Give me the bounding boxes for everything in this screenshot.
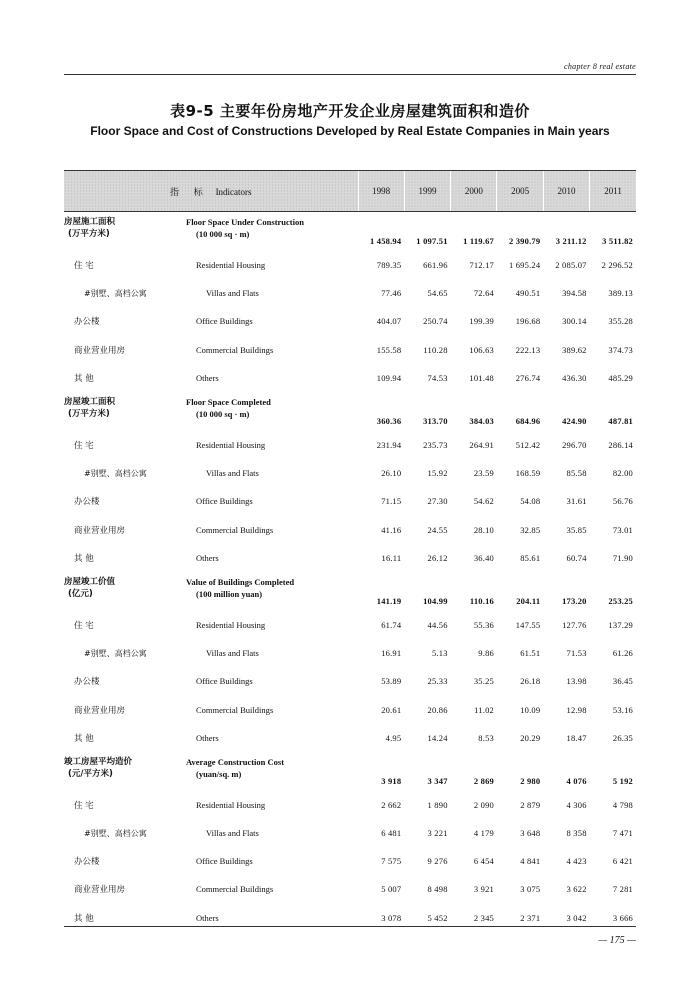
row-label-en: Residential Housing xyxy=(196,440,266,451)
data-cell: 2 662 xyxy=(381,799,402,810)
data-cell: 3 078 xyxy=(381,912,402,923)
data-cell: 127.76 xyxy=(562,619,587,630)
data-cell: 355.28 xyxy=(608,316,633,327)
table-header-row xyxy=(64,171,636,212)
data-cell: 1 695.24 xyxy=(508,260,541,271)
group-title-en: Value of Buildings Completed xyxy=(186,576,295,587)
data-cell: 3 075 xyxy=(520,884,541,895)
table-row xyxy=(64,847,636,875)
data-cell: 9 276 xyxy=(427,856,448,867)
data-cell: 61.51 xyxy=(520,648,541,659)
group-unit-zh: (亿元) xyxy=(68,588,93,599)
data-cell: 61.74 xyxy=(381,619,402,630)
data-cell: 436.30 xyxy=(562,372,587,383)
table-group-row xyxy=(64,572,636,611)
data-cell: 56.76 xyxy=(612,496,633,507)
row-label-en: Commercial Buildings xyxy=(196,704,274,715)
indicator-header-en: Indicators xyxy=(215,186,252,197)
group-label-en xyxy=(186,392,358,431)
table-row xyxy=(64,544,636,572)
group-total-cell: 360.36 xyxy=(376,415,402,426)
data-cell: 23.59 xyxy=(473,468,494,479)
row-label-zh: 住 宅 xyxy=(74,800,94,811)
group-title-zh: 房屋施工面积 xyxy=(64,217,116,227)
row-label-zh: 商业营业用房 xyxy=(74,525,126,536)
group-total-cell: 110.16 xyxy=(469,595,494,606)
table-row xyxy=(64,336,636,364)
data-cell: 71.90 xyxy=(612,552,633,563)
year-header: 2011 xyxy=(590,171,636,212)
data-cell: 137.29 xyxy=(608,619,633,630)
group-unit-en: (yuan/sq. m) xyxy=(196,768,242,779)
group-total-cell: 3 211.12 xyxy=(555,236,587,246)
data-cell: 4 179 xyxy=(473,828,494,839)
group-total-cell: 4 076 xyxy=(566,775,587,786)
data-cell: 9.86 xyxy=(478,648,494,659)
group-label-zh xyxy=(64,212,186,252)
data-cell: 5 452 xyxy=(427,912,448,923)
data-cell: 264.91 xyxy=(469,440,494,451)
group-label-en xyxy=(186,212,358,252)
data-cell: 82.00 xyxy=(612,468,633,479)
group-total-cell: 253.25 xyxy=(608,595,633,606)
data-cell: 74.53 xyxy=(427,372,448,383)
year-header: 1998 xyxy=(358,171,404,212)
data-cell: 5 007 xyxy=(381,884,402,895)
data-cell: 85.61 xyxy=(520,552,541,563)
data-cell: 35.25 xyxy=(473,676,494,687)
group-total-cell: 1 119.67 xyxy=(463,236,494,246)
group-total-cell: 104.99 xyxy=(423,595,448,606)
data-cell: 3 221 xyxy=(427,828,448,839)
group-total-cell: 3 511.82 xyxy=(602,236,633,246)
row-label-en: Villas and Flats xyxy=(206,648,259,659)
indicator-header-zh: 指 标 xyxy=(169,187,209,198)
group-title-en: Average Construction Cost xyxy=(186,756,285,767)
data-cell: 71.15 xyxy=(381,496,402,507)
table-group-row xyxy=(64,212,636,252)
data-cell: 8.53 xyxy=(478,732,494,743)
chapter-header: chapter 8 real estate xyxy=(564,62,636,71)
data-cell: 109.94 xyxy=(376,372,402,383)
data-cell: 2 879 xyxy=(520,799,541,810)
row-label-zh: 商业营业用房 xyxy=(74,885,126,896)
data-cell: 3 042 xyxy=(566,912,587,923)
row-label-en: Residential Housing xyxy=(196,260,266,271)
data-cell: 110.28 xyxy=(423,344,448,355)
page-number: — 175 — xyxy=(598,935,636,946)
data-cell: 106.63 xyxy=(469,344,494,355)
table-group-row xyxy=(64,392,636,431)
row-label-zh: 住 宅 xyxy=(74,261,94,272)
data-cell: 73.01 xyxy=(612,524,633,535)
data-cell: 6 481 xyxy=(381,828,402,839)
table-row xyxy=(64,251,636,279)
data-cell: 31.61 xyxy=(566,496,587,507)
data-cell: 147.55 xyxy=(515,619,541,630)
group-total-cell: 1 097.51 xyxy=(416,236,448,246)
row-label-en: Others xyxy=(196,552,219,563)
data-cell: 3 622 xyxy=(566,884,587,895)
group-total-cell: 173.20 xyxy=(562,595,587,606)
header-rule xyxy=(64,74,636,75)
data-cell: 222.13 xyxy=(515,344,541,355)
data-cell: 18.47 xyxy=(566,732,587,743)
data-cell: 490.51 xyxy=(515,288,541,299)
data-cell: 199.39 xyxy=(469,316,494,327)
row-label-en: Others xyxy=(196,732,219,743)
table-row xyxy=(64,791,636,819)
table-row xyxy=(64,431,636,459)
year-header: 2010 xyxy=(543,171,589,212)
data-cell: 389.62 xyxy=(562,344,587,355)
table-row xyxy=(64,611,636,639)
data-cell: 6 454 xyxy=(473,856,494,867)
row-label-zh: #别墅、高档公寓 xyxy=(84,648,147,658)
table-row xyxy=(64,459,636,487)
row-label-en: Others xyxy=(196,912,219,923)
table-row xyxy=(64,516,636,544)
data-cell: 2 371 xyxy=(520,912,541,923)
data-cell: 15.92 xyxy=(427,468,448,479)
data-cell: 44.56 xyxy=(427,619,448,630)
group-total-cell: 2 869 xyxy=(473,775,494,786)
group-total-cell: 3 918 xyxy=(381,775,402,786)
data-cell: 3 666 xyxy=(612,912,633,923)
table-row xyxy=(64,307,636,335)
data-cell: 77.46 xyxy=(381,288,402,299)
data-cell: 60.74 xyxy=(566,552,587,563)
group-unit-zh: (万平方米) xyxy=(68,229,110,239)
data-cell: 4.95 xyxy=(385,732,402,743)
group-title-zh: 房屋竣工价值 xyxy=(64,576,116,587)
table-group-row xyxy=(64,752,636,791)
group-title-en: Floor Space Under Construction xyxy=(186,217,304,227)
footer-rule xyxy=(64,926,636,927)
row-label-en: Others xyxy=(196,372,219,383)
data-cell: 394.58 xyxy=(562,288,587,299)
data-cell: 41.16 xyxy=(381,524,402,535)
group-total-cell: 313.70 xyxy=(423,415,448,426)
table-row xyxy=(64,279,636,307)
row-label-zh: #别墅、高档公寓 xyxy=(84,288,147,298)
data-cell: 26.10 xyxy=(381,468,402,479)
data-cell: 35.85 xyxy=(566,524,587,535)
data-table-container xyxy=(64,170,636,932)
group-label-zh xyxy=(64,752,186,791)
data-cell: 3 921 xyxy=(473,884,494,895)
data-cell: 36.40 xyxy=(473,552,494,563)
data-cell: 12.98 xyxy=(566,704,587,715)
row-label-zh: 商业营业用房 xyxy=(74,345,126,356)
data-cell: 53.16 xyxy=(612,704,633,715)
data-cell: 389.13 xyxy=(608,288,633,299)
data-cell: 4 306 xyxy=(566,799,587,810)
data-cell: 485.29 xyxy=(608,372,633,383)
data-cell: 20.29 xyxy=(520,732,541,743)
group-title-zh: 房屋竣工面积 xyxy=(64,396,116,407)
table-title-english: Floor Space and Cost of Constructions Developed by Real Estate Companies in Main years xyxy=(90,124,610,138)
row-label-zh: 住 宅 xyxy=(74,441,94,452)
data-cell: 16.11 xyxy=(381,552,402,563)
group-total-cell: 2 390.79 xyxy=(508,236,541,246)
group-total-cell: 5 192 xyxy=(612,775,633,786)
data-cell: 54.62 xyxy=(473,496,494,507)
data-cell: 789.35 xyxy=(376,260,402,271)
row-label-zh: 住 宅 xyxy=(74,620,94,631)
data-cell: 26.12 xyxy=(427,552,448,563)
group-label-en xyxy=(186,572,358,611)
row-label-zh: 其 他 xyxy=(74,733,94,744)
group-unit-zh: (元/平方米) xyxy=(68,768,113,779)
data-cell: 26.18 xyxy=(520,676,541,687)
data-cell: 155.58 xyxy=(376,344,402,355)
data-cell: 28.10 xyxy=(473,524,494,535)
data-cell: 8 498 xyxy=(427,884,448,895)
data-cell: 25.33 xyxy=(427,676,448,687)
data-cell: 55.36 xyxy=(473,619,494,630)
table-row xyxy=(64,667,636,695)
row-label-en: Residential Housing xyxy=(196,799,266,810)
table-body xyxy=(64,212,636,932)
data-cell: 13.98 xyxy=(566,676,587,687)
data-cell: 32.85 xyxy=(520,524,541,535)
data-cell: 71.53 xyxy=(566,648,587,659)
data-cell: 85.58 xyxy=(566,468,587,479)
data-cell: 10.09 xyxy=(520,704,541,715)
group-total-cell: 1 458.94 xyxy=(369,236,402,246)
data-cell: 512.42 xyxy=(515,440,541,451)
row-label-en: Villas and Flats xyxy=(206,468,259,479)
data-cell: 24.55 xyxy=(427,524,448,535)
group-total-cell: 424.90 xyxy=(562,415,587,426)
data-cell: 27.30 xyxy=(427,496,448,507)
data-cell: 7 471 xyxy=(612,828,633,839)
data-cell: 1 890 xyxy=(427,799,448,810)
group-total-cell: 141.19 xyxy=(376,595,402,606)
row-label-zh: 其 他 xyxy=(74,553,94,564)
group-total-cell: 684.96 xyxy=(515,415,541,426)
table-row xyxy=(64,639,636,667)
table-row xyxy=(64,724,636,752)
table-title-chinese: 表9-5 主要年份房地产开发企业房屋建筑面积和造价 xyxy=(170,102,530,120)
row-label-en: Residential Housing xyxy=(196,619,266,630)
data-cell: 168.59 xyxy=(515,468,541,479)
data-cell: 3 648 xyxy=(520,828,541,839)
group-unit-en: (100 million yuan) xyxy=(196,588,263,599)
row-label-en: Commercial Buildings xyxy=(196,524,274,535)
row-label-en: Office Buildings xyxy=(196,856,253,867)
row-label-en: Office Buildings xyxy=(196,316,253,327)
data-cell: 300.14 xyxy=(562,316,587,327)
data-cell: 7 281 xyxy=(612,884,633,895)
group-label-en xyxy=(186,752,358,791)
table-row xyxy=(64,695,636,723)
data-cell: 36.45 xyxy=(612,676,633,687)
group-unit-en: (10 000 sq · m) xyxy=(196,229,250,239)
year-header: 1999 xyxy=(404,171,450,212)
data-cell: 2 345 xyxy=(473,912,494,923)
data-cell: 8 358 xyxy=(566,828,587,839)
group-title-en: Floor Space Completed xyxy=(186,396,271,407)
year-header: 2005 xyxy=(497,171,543,212)
data-cell: 276.74 xyxy=(515,372,541,383)
data-cell: 5.13 xyxy=(431,648,448,659)
data-cell: 296.70 xyxy=(562,440,587,451)
data-cell: 54.65 xyxy=(427,288,448,299)
group-total-cell: 384.03 xyxy=(469,415,494,426)
group-total-cell: 487.81 xyxy=(608,415,633,426)
row-label-en: Office Buildings xyxy=(196,496,253,507)
row-label-en: Villas and Flats xyxy=(206,828,259,839)
indicator-header xyxy=(64,171,358,212)
group-label-zh xyxy=(64,392,186,431)
row-label-zh: 其 他 xyxy=(74,913,94,924)
row-label-en: Office Buildings xyxy=(196,676,253,687)
data-cell: 72.64 xyxy=(473,288,494,299)
group-total-cell: 3 347 xyxy=(427,775,448,786)
group-label-zh xyxy=(64,572,186,611)
data-cell: 14.24 xyxy=(427,732,448,743)
row-label-en: Commercial Buildings xyxy=(196,884,274,895)
data-cell: 404.07 xyxy=(376,316,402,327)
data-cell: 4 423 xyxy=(566,856,587,867)
data-cell: 20.61 xyxy=(381,704,402,715)
row-label-zh: 办公楼 xyxy=(74,497,100,508)
data-cell: 11.02 xyxy=(474,704,494,715)
data-cell: 54.08 xyxy=(520,496,541,507)
data-cell: 2 085.07 xyxy=(555,260,587,271)
row-label-en: Commercial Buildings xyxy=(196,344,274,355)
data-cell: 374.73 xyxy=(608,344,633,355)
table-row xyxy=(64,875,636,903)
row-label-zh: 商业营业用房 xyxy=(74,705,126,716)
floor-space-cost-table xyxy=(64,170,636,932)
data-cell: 26.35 xyxy=(612,732,633,743)
data-cell: 4 798 xyxy=(612,799,633,810)
row-label-zh: 办公楼 xyxy=(74,677,100,688)
year-header: 2000 xyxy=(451,171,497,212)
data-cell: 712.17 xyxy=(469,260,494,271)
data-cell: 235.73 xyxy=(423,440,448,451)
data-cell: 231.94 xyxy=(376,440,402,451)
table-row xyxy=(64,904,636,932)
table-row xyxy=(64,819,636,847)
row-label-zh: 其 他 xyxy=(74,373,94,384)
row-label-en: Villas and Flats xyxy=(206,288,259,299)
group-unit-zh: (万平方米) xyxy=(68,408,110,419)
table-row xyxy=(64,487,636,515)
data-cell: 196.68 xyxy=(515,316,541,327)
row-label-zh: 办公楼 xyxy=(74,857,100,868)
data-cell: 101.48 xyxy=(469,372,494,383)
data-cell: 61.26 xyxy=(612,648,633,659)
data-cell: 250.74 xyxy=(423,316,448,327)
data-cell: 2 090 xyxy=(473,799,494,810)
row-label-zh: 办公楼 xyxy=(74,317,100,328)
table-row xyxy=(64,364,636,392)
data-cell: 16.91 xyxy=(381,648,402,659)
data-cell: 20.86 xyxy=(427,704,448,715)
group-total-cell: 2 980 xyxy=(520,775,541,786)
group-title-zh: 竣工房屋平均造价 xyxy=(64,756,133,767)
group-unit-en: (10 000 sq · m) xyxy=(196,408,250,419)
row-label-zh: #别墅、高档公寓 xyxy=(84,468,147,478)
row-label-zh: #别墅、高档公寓 xyxy=(84,828,147,838)
group-total-cell: 204.11 xyxy=(516,595,541,606)
data-cell: 7 575 xyxy=(381,856,402,867)
data-cell: 661.96 xyxy=(423,260,448,271)
data-cell: 4 841 xyxy=(520,856,541,867)
data-cell: 6 421 xyxy=(612,856,633,867)
data-cell: 53.89 xyxy=(381,676,402,687)
data-cell: 286.14 xyxy=(608,440,633,451)
data-cell: 2 296.52 xyxy=(601,260,633,271)
